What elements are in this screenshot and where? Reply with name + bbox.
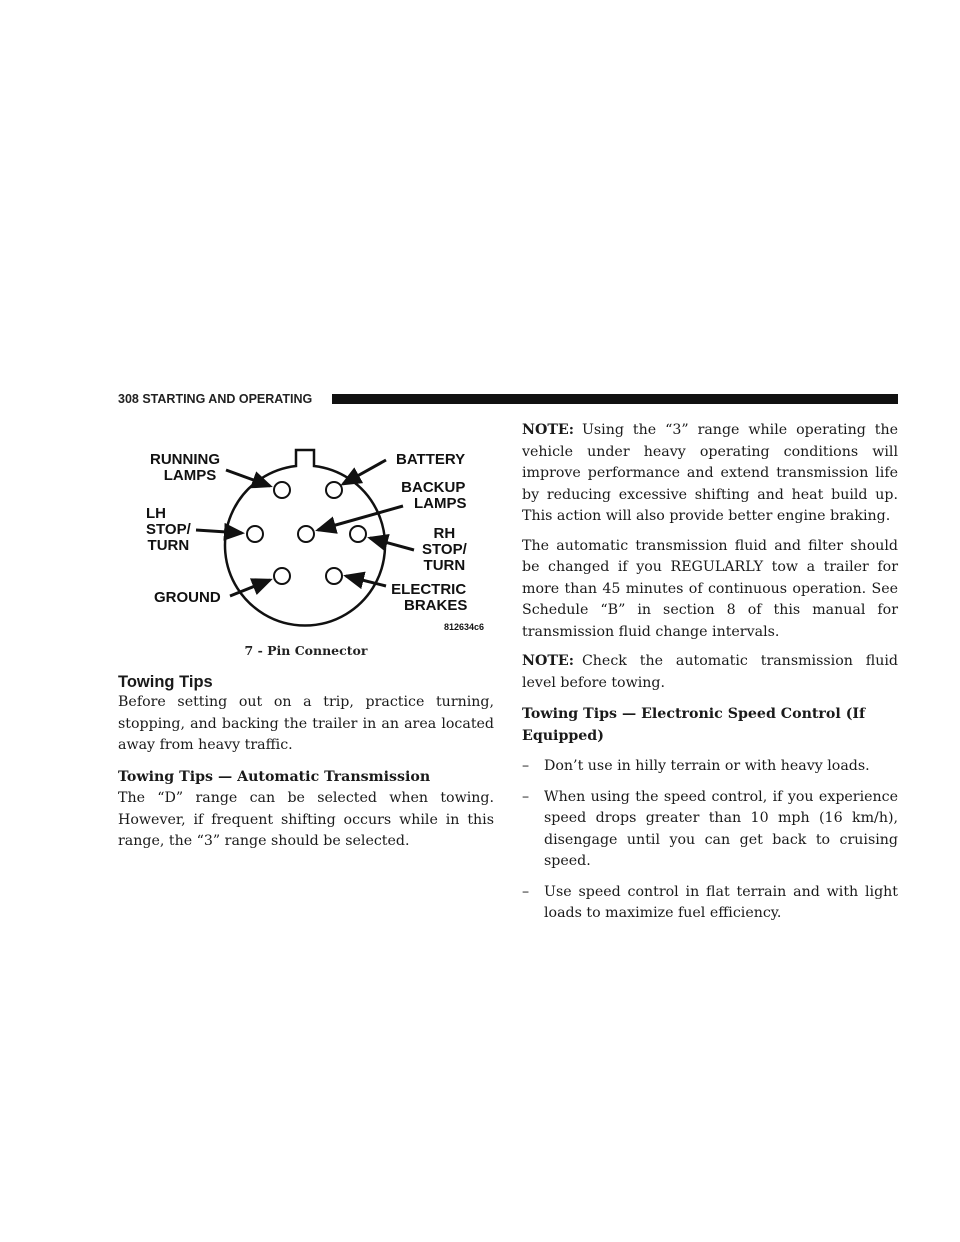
note-3-range: NOTE: Using the “3” range while operating the vehicle under heavy operating conditions will improve performance and extend transmission life by reducing excessive shifting and heat build up. This action will also provide better engine braking.: [522, 422, 898, 524]
left-column: [118, 438, 494, 853]
pin-running-lamps: [274, 482, 290, 498]
heading-towing-tips: Towing Tips: [118, 673, 213, 691]
seven-pin-connector-diagram: [118, 438, 494, 658]
label-rh-stop-turn: RH STOP/ TURN: [422, 525, 467, 574]
list-item: – When using the speed control, if you experience speed drops greater than 10 mph (16 km/h), disengage until you can get back to cruising speed.: [522, 788, 898, 869]
right-column: [522, 420, 898, 925]
list-item: – Use speed control in flat terrain and with light loads to maximize fuel efficiency.: [522, 883, 898, 921]
label-running-lamps: RUNNING LAMPS: [150, 451, 220, 484]
page-number-and-section: 308 STARTING AND OPERATING: [118, 392, 313, 406]
speed-control-list: [522, 756, 898, 925]
pin-lh-stop-turn: [247, 526, 263, 542]
heading-speed-control: Towing Tips — Electronic Speed Control (If Equipped): [522, 706, 866, 744]
arrow-electric-brakes: [346, 576, 386, 586]
header-rule: [332, 394, 898, 404]
note-check-fluid: NOTE: Check the automatic transmission fluid level before towing.: [522, 653, 898, 691]
arrow-lh-stop-turn: [196, 530, 242, 533]
towing-tips-paragraph: Before setting out on a trip, practice turning, stopping, and backing the trailer in an area located away from heavy traffic.: [118, 694, 494, 753]
pin-center: [298, 526, 314, 542]
label-lh-stop-turn: LH STOP/ TURN: [146, 505, 191, 554]
note-label: NOTE:: [522, 653, 574, 669]
label-backup-lamps: BACKUP LAMPS: [401, 479, 467, 512]
list-item: – Don’t use in hilly terrain or with heavy loads.: [522, 758, 870, 774]
pin-battery: [326, 482, 342, 498]
fluid-change-paragraph: The automatic transmission fluid and filter should be changed if you REGULARLY tow a trailer for more than 45 minutes of continuous operation. See Schedule “B” in section 8 of this manual for transmission fluid change intervals.: [522, 537, 898, 640]
pin-ground: [274, 568, 290, 584]
page-header: [118, 391, 898, 407]
arrow-rh-stop-turn: [370, 538, 414, 550]
figure-number: 812634c6: [444, 622, 485, 632]
figure-caption: 7 - Pin Connector: [244, 643, 368, 658]
arrow-battery: [343, 460, 386, 484]
heading-automatic-transmission: Towing Tips — Automatic Transmission: [118, 768, 431, 785]
label-electric-brakes: ELECTRIC BRAKES: [391, 581, 468, 614]
pin-rh-stop-turn: [350, 526, 366, 542]
pin-electric-brakes: [326, 568, 342, 584]
automatic-transmission-paragraph: The “D” range can be selected when towing. However, if frequent shifting occurs while in this range, the “3” range should be selected.: [118, 790, 494, 849]
note-label: NOTE:: [522, 422, 574, 438]
label-ground: GROUND: [154, 589, 221, 606]
label-battery: BATTERY: [396, 451, 466, 468]
